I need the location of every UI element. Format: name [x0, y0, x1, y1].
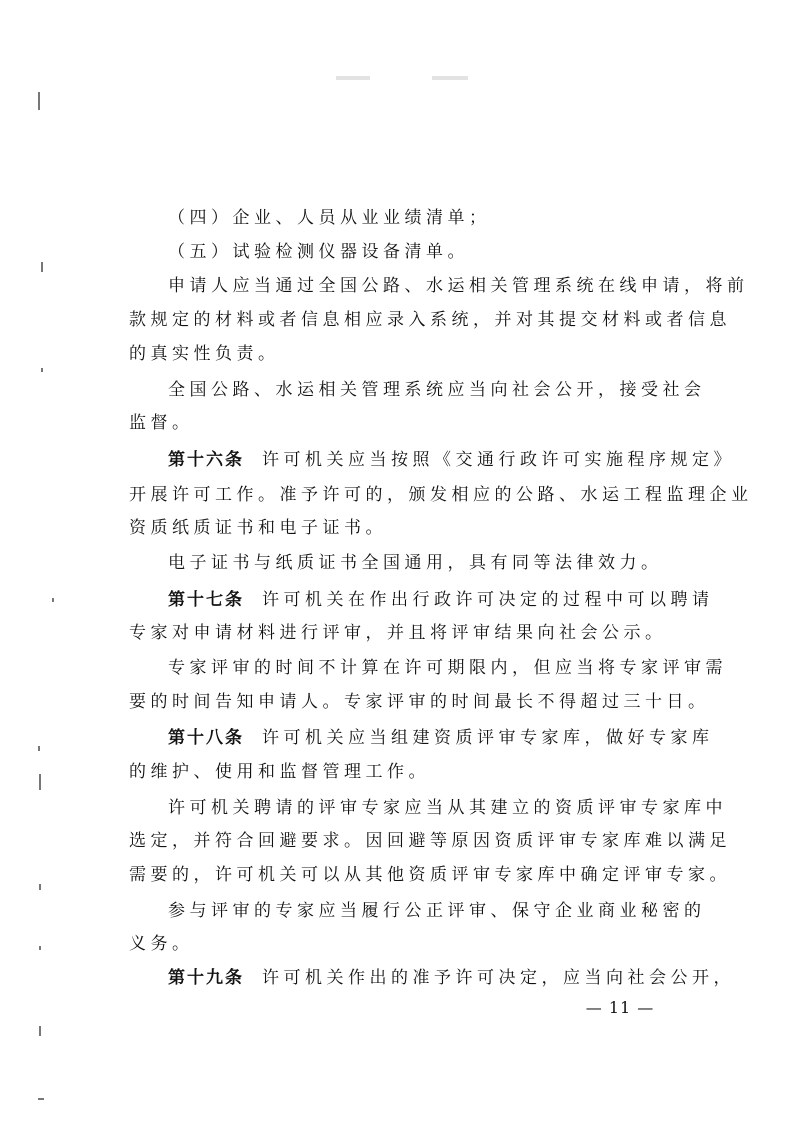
article-heading: 第十七条	[168, 590, 244, 610]
text-line: 电子证书与纸质证书全国通用，具有同等法律效力。	[168, 553, 663, 573]
text-line: 选定，并符合回避要求。因回避等原因资质评审专家库难以满足	[129, 831, 731, 851]
text-line: 全国公路、水运相关管理系统应当向社会公开，接受社会	[168, 380, 706, 400]
text-line: （五）试验检测仪器设备清单。	[168, 242, 469, 262]
text-line: 专家对申请材料进行评审，并且将评审结果向社会公示。	[129, 623, 667, 643]
binding-mark	[41, 368, 43, 372]
text-line: 的维护、使用和监督管理工作。	[129, 762, 430, 782]
text-line: 参与评审的专家应当履行公正评审、保守企业商业秘密的	[168, 901, 706, 921]
binding-mark	[38, 1098, 44, 1100]
binding-mark	[38, 746, 40, 751]
text-line: 的真实性负责。	[129, 344, 280, 364]
article-16-line	[168, 448, 735, 472]
text-run: 许可机关应当组建资质评审专家库，做好专家库	[262, 728, 714, 748]
article-17-line	[168, 588, 714, 612]
page-number: — 11 —	[585, 998, 655, 1017]
text-line: 申请人应当通过全国公路、水运相关管理系统在线申请，将前	[168, 276, 749, 296]
article-18-line	[168, 726, 714, 750]
scan-smudge	[432, 76, 468, 80]
article-heading: 第十六条	[168, 450, 244, 470]
binding-mark	[39, 946, 41, 950]
text-line: 款规定的材料或者信息相应录入系统，并对其提交材料或者信息	[129, 310, 731, 330]
text-line: 需要的，许可机关可以从其他资质评审专家库中确定评审专家。	[129, 865, 731, 885]
text-line: 专家评审的时间不计算在许可期限内，但应当将专家评审需	[168, 658, 727, 678]
text-line: 开展许可工作。准予许可的，颁发相应的公路、水运工程监理企业	[129, 485, 753, 505]
article-heading: 第十八条	[168, 728, 244, 748]
text-line: 要的时间告知申请人。专家评审的时间最长不得超过三十日。	[129, 692, 710, 712]
binding-mark	[38, 92, 40, 110]
text-run: 许可机关在作出行政许可决定的过程中可以聘请	[262, 590, 714, 610]
binding-mark	[52, 598, 54, 602]
text-line: 义务。	[129, 934, 194, 954]
text-line: 监督。	[129, 413, 194, 433]
article-19-line	[168, 966, 735, 990]
text-run: 许可机关应当按照《交通行政许可实施程序规定》	[262, 450, 735, 470]
binding-mark	[41, 262, 43, 272]
scan-smudge	[336, 76, 370, 80]
binding-mark	[39, 1026, 41, 1036]
text-line: 许可机关聘请的评审专家应当从其建立的资质评审专家库中	[168, 798, 727, 818]
binding-mark	[39, 774, 41, 790]
binding-mark	[39, 884, 41, 890]
text-run: 许可机关作出的准予许可决定，应当向社会公开，	[262, 968, 735, 988]
text-line: 资质纸质证书和电子证书。	[129, 518, 387, 538]
text-line: （四）企业、人员从业业绩清单；	[168, 208, 491, 228]
article-heading: 第十九条	[168, 968, 244, 988]
